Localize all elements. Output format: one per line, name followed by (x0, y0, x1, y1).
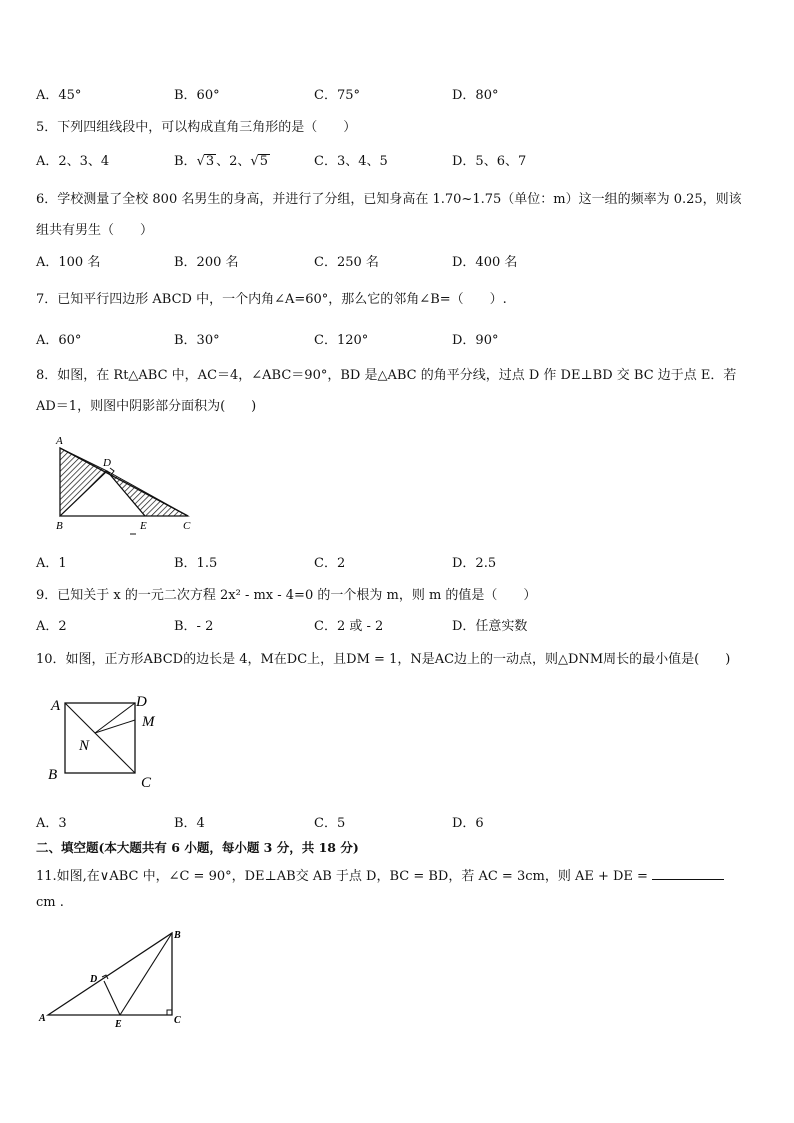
q6-option-c: C．250 名 (314, 255, 379, 270)
q8-shaded-region-abd (60, 448, 107, 516)
q6-question-line2: 组共有男生（ ） (36, 223, 154, 238)
q11-question-text: 11.如图,在∨ABC 中，∠C = 90°，DE⊥AB交 AB 于点 D，BC = BD，若 AC = 3cm，则 AE + DE = (36, 869, 648, 884)
q9-option-d: D．任意实数 (452, 619, 528, 634)
q5-option-c: C．3、4、5 (314, 154, 388, 169)
section2-heading: 二、填空题(本大题共有 6 小题，每小题 3 分，共 18 分) (36, 840, 359, 855)
q8-question-line1: 8．如图，在 Rt△ABC 中，AC＝4，∠ABC＝90°，BD 是△ABC 的角平分线，过点 D 作 DE⊥BD 交 BC 边于点 E．若 (36, 368, 737, 383)
q9-option-a: A．2 (36, 619, 67, 634)
q9-question: 9．已知关于 x 的一元二次方程 2x² - mx - 4=0 的一个根为 m，则 m 的值是（ ） (36, 588, 537, 603)
q11-label-b: B (174, 930, 181, 941)
q8-option-c: C．2 (314, 556, 346, 571)
q5-option-b: B．√3 、2、√5 (174, 154, 268, 169)
q8-label-d: D (103, 457, 111, 469)
q8-label-e: E (140, 520, 147, 532)
q4-option-a: A．45° (36, 88, 82, 103)
q4-options (36, 84, 736, 102)
q10-question: 10．如图，正方形ABCD的边长是 4，M在DC上，且DM = 1，N是AC边上的一动点，则△DNM周长的最小值是( ) (36, 652, 731, 667)
q8-label-b: B (56, 520, 63, 532)
q11-label-e: E (115, 1019, 122, 1030)
q4-option-b: B．60° (174, 88, 220, 103)
q5-option-b-sep: 、2、 (216, 154, 251, 169)
q10-segment-nd (95, 703, 135, 733)
q11-triangle-abc (48, 933, 172, 1015)
q11-right-angle-mark-c (167, 1010, 172, 1015)
q8-option-d: D．2.5 (452, 556, 497, 571)
q10-label-a: A (51, 698, 61, 714)
q11-segment-de (104, 981, 120, 1015)
q11-segment-eb (120, 933, 172, 1015)
q10-option-a: A．3 (36, 816, 67, 831)
q10-figure (44, 690, 174, 795)
q8-figure (50, 430, 200, 540)
q11-question (36, 865, 724, 884)
q6-question-line1: 6．学校测量了全校 800 名男生的身高，并进行了分组，已知身高在 1.70~1.75（单位：m）这一组的频率为 0.25，则该 (36, 192, 742, 207)
q7-option-a: A．60° (36, 333, 82, 348)
q9-options (36, 615, 736, 633)
q10-option-b: B．4 (174, 816, 205, 831)
q5-option-a: A．2、3、4 (36, 154, 110, 169)
q4-option-c: C．75° (314, 88, 360, 103)
q4-option-d: D．80° (452, 88, 499, 103)
q10-segment-nm (95, 720, 135, 733)
q8-option-a: A．1 (36, 556, 67, 571)
q8-question-line2: AD＝1，则图中阴影部分面积为( ) (36, 399, 257, 414)
q5-question: 5．下列四组线段中，可以构成直角三角形的是（ ） (36, 120, 357, 135)
q10-label-b: B (48, 767, 58, 783)
q10-label-d: D (136, 694, 147, 710)
q7-option-c: C．120° (314, 333, 369, 348)
q10-label-n: N (79, 738, 90, 754)
q10-diagonal-ac (65, 703, 135, 773)
q5-option-b-root2: 5 (259, 154, 268, 169)
q9-option-b: B．- 2 (174, 619, 214, 634)
q7-option-d: D．90° (452, 333, 499, 348)
q8-options (36, 552, 736, 570)
q7-question: 7．已知平行四边形 ABCD 中，一个内角∠A=60°，那么它的邻角∠B=（ ）. (36, 292, 507, 307)
q11-label-c: C (174, 1015, 181, 1026)
q10-label-m: M (142, 714, 155, 730)
q11-unit: cm . (36, 895, 64, 910)
q11-label-d: D (90, 974, 98, 985)
q10-options (36, 812, 736, 830)
q10-label-c: C (141, 775, 152, 791)
q11-label-a: A (39, 1013, 46, 1024)
q10-option-c: C．5 (314, 816, 346, 831)
q8-option-b: B．1.5 (174, 556, 218, 571)
q6-option-d: D．400 名 (452, 255, 518, 270)
q10-option-d: D．6 (452, 816, 484, 831)
q9-option-c: C．2 或 - 2 (314, 619, 384, 634)
q8-label-c: C (183, 520, 191, 532)
q8-label-a: A (56, 435, 63, 447)
q11-answer-blank[interactable] (652, 867, 724, 880)
q6-options (36, 251, 736, 269)
q11-figure (36, 925, 191, 1030)
q5-options (36, 150, 736, 168)
q5-option-d: D．5、6、7 (452, 154, 527, 169)
q7-options (36, 329, 736, 347)
q7-option-b: B．30° (174, 333, 220, 348)
q6-option-a: A．100 名 (36, 255, 101, 270)
q5-option-b-root1: 3 (205, 154, 215, 169)
q6-option-b: B．200 名 (174, 255, 239, 270)
q5-option-b-prefix: B． (174, 154, 197, 169)
